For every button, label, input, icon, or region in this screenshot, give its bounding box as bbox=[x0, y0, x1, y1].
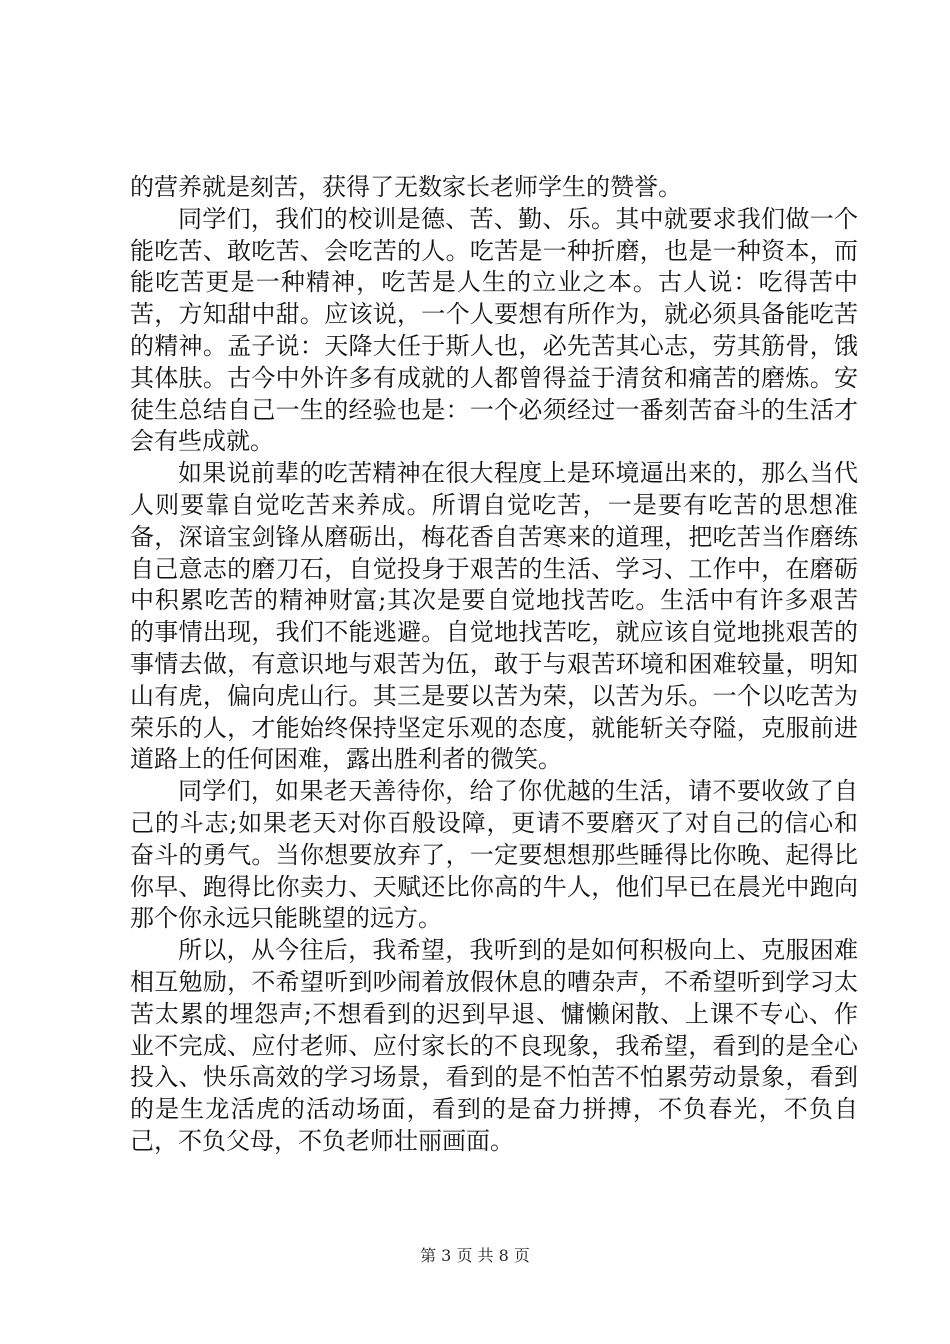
paragraph-1: 的营养就是刻苦，获得了无数家长老师学生的赞誉。 bbox=[130, 173, 682, 201]
page-number-footer: 第 3 页 共 8 页 bbox=[420, 1246, 530, 1265]
paragraph-4: 同学们，如果老天善待你，给了你优越的生活，请不要收敛了自己的斗志;如果老天对你百般设障，更请不要磨灭了对自己的信心和奋斗的勇气。当你想要放弃了，一定要想想那些睡得比你晚、起得比你早、跑得比你卖力、天赋还比你高的牛人，他们早已在晨光中跑向那个你永远只能眺望的远方。 bbox=[130, 777, 858, 933]
paragraph-3: 如果说前辈的吃苦精神在很大程度上是环境逼出来的，那么当代人则要靠自觉吃苦来养成。所谓自觉吃苦，一是要有吃苦的思想准备，深谙宝剑锋从磨砺出，梅花香自苦寒来的道理，把吃苦当作磨练自己意志的磨刀石，自觉投身于艰苦的生活、学习、工作中，在磨砺中积累吃苦的精神财富;其次是要自觉地找苦吃。生活中有许多艰苦的事情出现，我们不能逃避。自觉地找苦吃，就应该自觉地挑艰苦的事情去做，有意识地与艰苦为伍，敢于与艰苦环境和困难较量，明知山有虎，偏向虎山行。其三是要以苦为荣，以苦为乐。一个以吃苦为荣乐的人，才能始终保持坚定乐观的态度，就能斩关夺隘，克服前进道路上的任何困难，露出胜利者的微笑。 bbox=[130, 459, 858, 774]
paragraph-5: 所以，从今往后，我希望，我听到的是如何积极向上、克服困难相互勉励，不希望听到吵闹着放假休息的嘈杂声，不希望听到学习太苦太累的埋怨声;不想看到的迟到早退、慵懒闲散、上课不专心、作业不完成、应付老师、应付家长的不良现象，我希望，看到的是全心投入、快乐高效的学习场景，看到的是不怕苦不怕累劳动景象，看到的是生龙活虎的活动场面，看到的是奋力拼搏，不负春光，不负自己，不负父母，不负老师壮丽画面。 bbox=[130, 936, 858, 1155]
document-body bbox=[130, 172, 858, 1158]
paragraph-2: 同学们，我们的校训是德、苦、勤、乐。其中就要求我们做一个能吃苦、敢吃苦、会吃苦的人。吃苦是一种折磨，也是一种资本，而能吃苦更是一种精神，吃苦是人生的立业之本。古人说：吃得苦中苦，方知甜中甜。应该说，一个人要想有所作为，就必须具备能吃苦的精神。孟子说：天降大任于斯人也，必先苦其心志，劳其筋骨，饿其体肤。古今中外许多有成就的人都曾得益于清贫和痛苦的磨炼。安徒生总结自己一生的经验也是：一个必须经过一番刻苦奋斗的生活才会有些成就。 bbox=[130, 204, 858, 456]
